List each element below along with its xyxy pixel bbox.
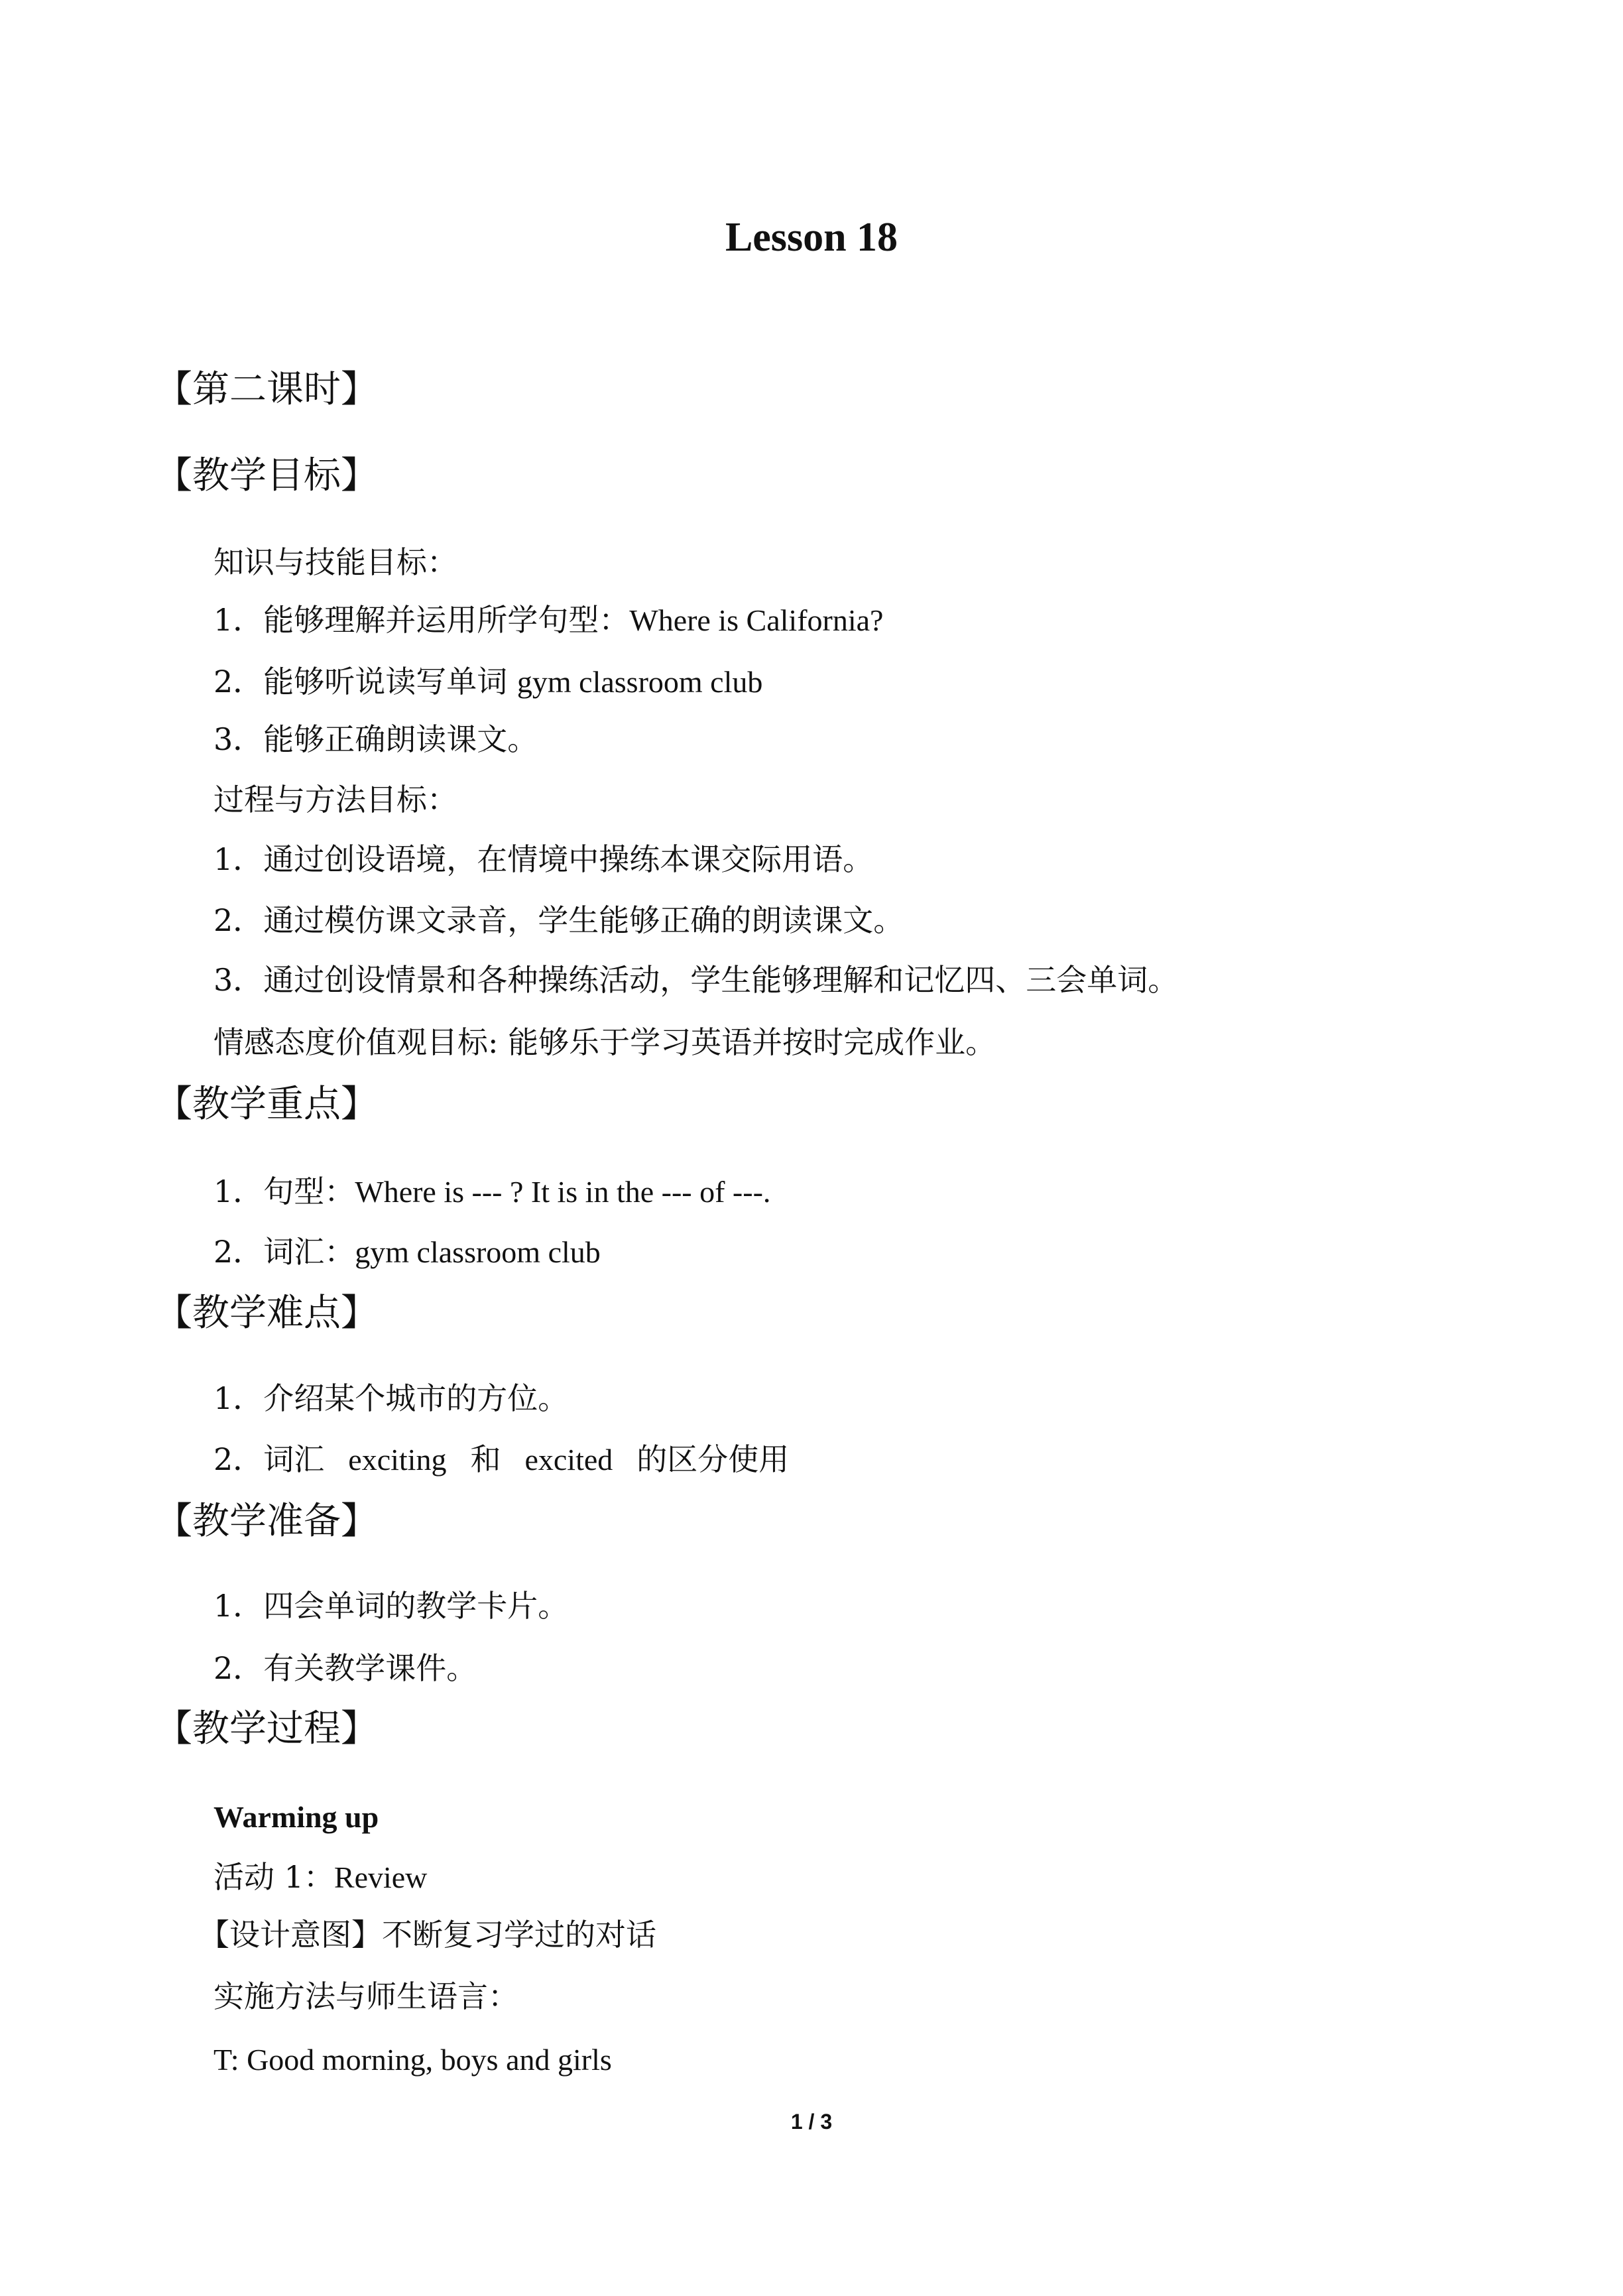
difficulty-2-prefix: 2．词汇 [213, 1441, 325, 1477]
process-activity-1-prefix: 活动 1： [213, 1859, 334, 1895]
process-dialogue-teacher [213, 2039, 612, 2081]
key-point-2-prefix: 2．词汇： [213, 1234, 355, 1270]
objective-knowledge-1-sentence: Where is California? [629, 603, 884, 637]
process-warming-up: Warming up [213, 1800, 379, 1834]
difficulty-2-word-excited: excited [524, 1443, 613, 1477]
objective-process-2: 2．通过模仿课文录音，学生能够正确的朗读课文。 [213, 902, 904, 938]
section-heading-period: 【第二课时】 [155, 368, 378, 411]
preparation-1: 1．四会单词的教学卡片。 [213, 1588, 569, 1624]
page-title: Lesson 18 [725, 215, 898, 260]
section-heading-process: 【教学过程】 [155, 1707, 378, 1750]
key-point-2 [213, 1231, 601, 1273]
difficulty-2-word-exciting: exciting [348, 1443, 447, 1477]
key-point-1-sentence: Where is --- ? It is in the --- of ---. [355, 1175, 771, 1209]
objective-knowledge-1-prefix: 1．能够理解并运用所学句型： [213, 602, 630, 638]
section-heading-objectives: 【教学目标】 [155, 454, 378, 497]
section-heading-preparation: 【教学准备】 [155, 1500, 378, 1543]
key-point-1 [213, 1171, 770, 1213]
process-design-intent: 【设计意图】不断复习学过的对话 [199, 1917, 656, 1953]
process-method: 实施方法与师生语言： [213, 1978, 518, 2014]
process-activity-1-name: Review [333, 1860, 428, 1894]
section-heading-difficulties: 【教学难点】 [155, 1292, 378, 1335]
objective-knowledge-1 [213, 599, 883, 641]
objective-knowledge-label: 知识与技能目标： [213, 544, 457, 580]
objective-process-1: 1．通过创设语境，在情境中操练本课交际用语。 [213, 841, 874, 877]
difficulty-2 [213, 1439, 789, 1480]
section-heading-key-points: 【教学重点】 [155, 1083, 378, 1126]
process-dialogue-teacher-text: T: Good morning, boys and girls [213, 2043, 612, 2077]
difficulty-1: 1．介绍某个城市的方位。 [213, 1380, 569, 1416]
process-activity-1 [213, 1856, 427, 1898]
page-number: 1 / 3 [790, 2110, 833, 2134]
difficulty-2-and: 和 [470, 1441, 501, 1477]
objective-process-label: 过程与方法目标： [213, 782, 457, 817]
key-point-2-words: gym classroom club [355, 1235, 601, 1269]
objective-knowledge-2-words: gym classroom club [516, 665, 763, 699]
preparation-2: 2．有关教学课件。 [213, 1650, 477, 1686]
objective-knowledge-2 [213, 661, 762, 703]
objective-knowledge-3: 3．能够正确朗读课文。 [213, 721, 538, 757]
key-point-1-prefix: 1．句型： [213, 1174, 355, 1209]
objective-attitude: 情感态度价值观目标: 能够乐于学习英语并按时完成作业。 [213, 1024, 996, 1060]
difficulty-2-suffix: 的区分使用 [636, 1441, 790, 1477]
objective-process-3: 3．通过创设情景和各种操练活动，学生能够理解和记忆四、三会单词。 [213, 962, 1179, 998]
objective-knowledge-2-prefix: 2．能够听说读写单词 [213, 664, 517, 699]
